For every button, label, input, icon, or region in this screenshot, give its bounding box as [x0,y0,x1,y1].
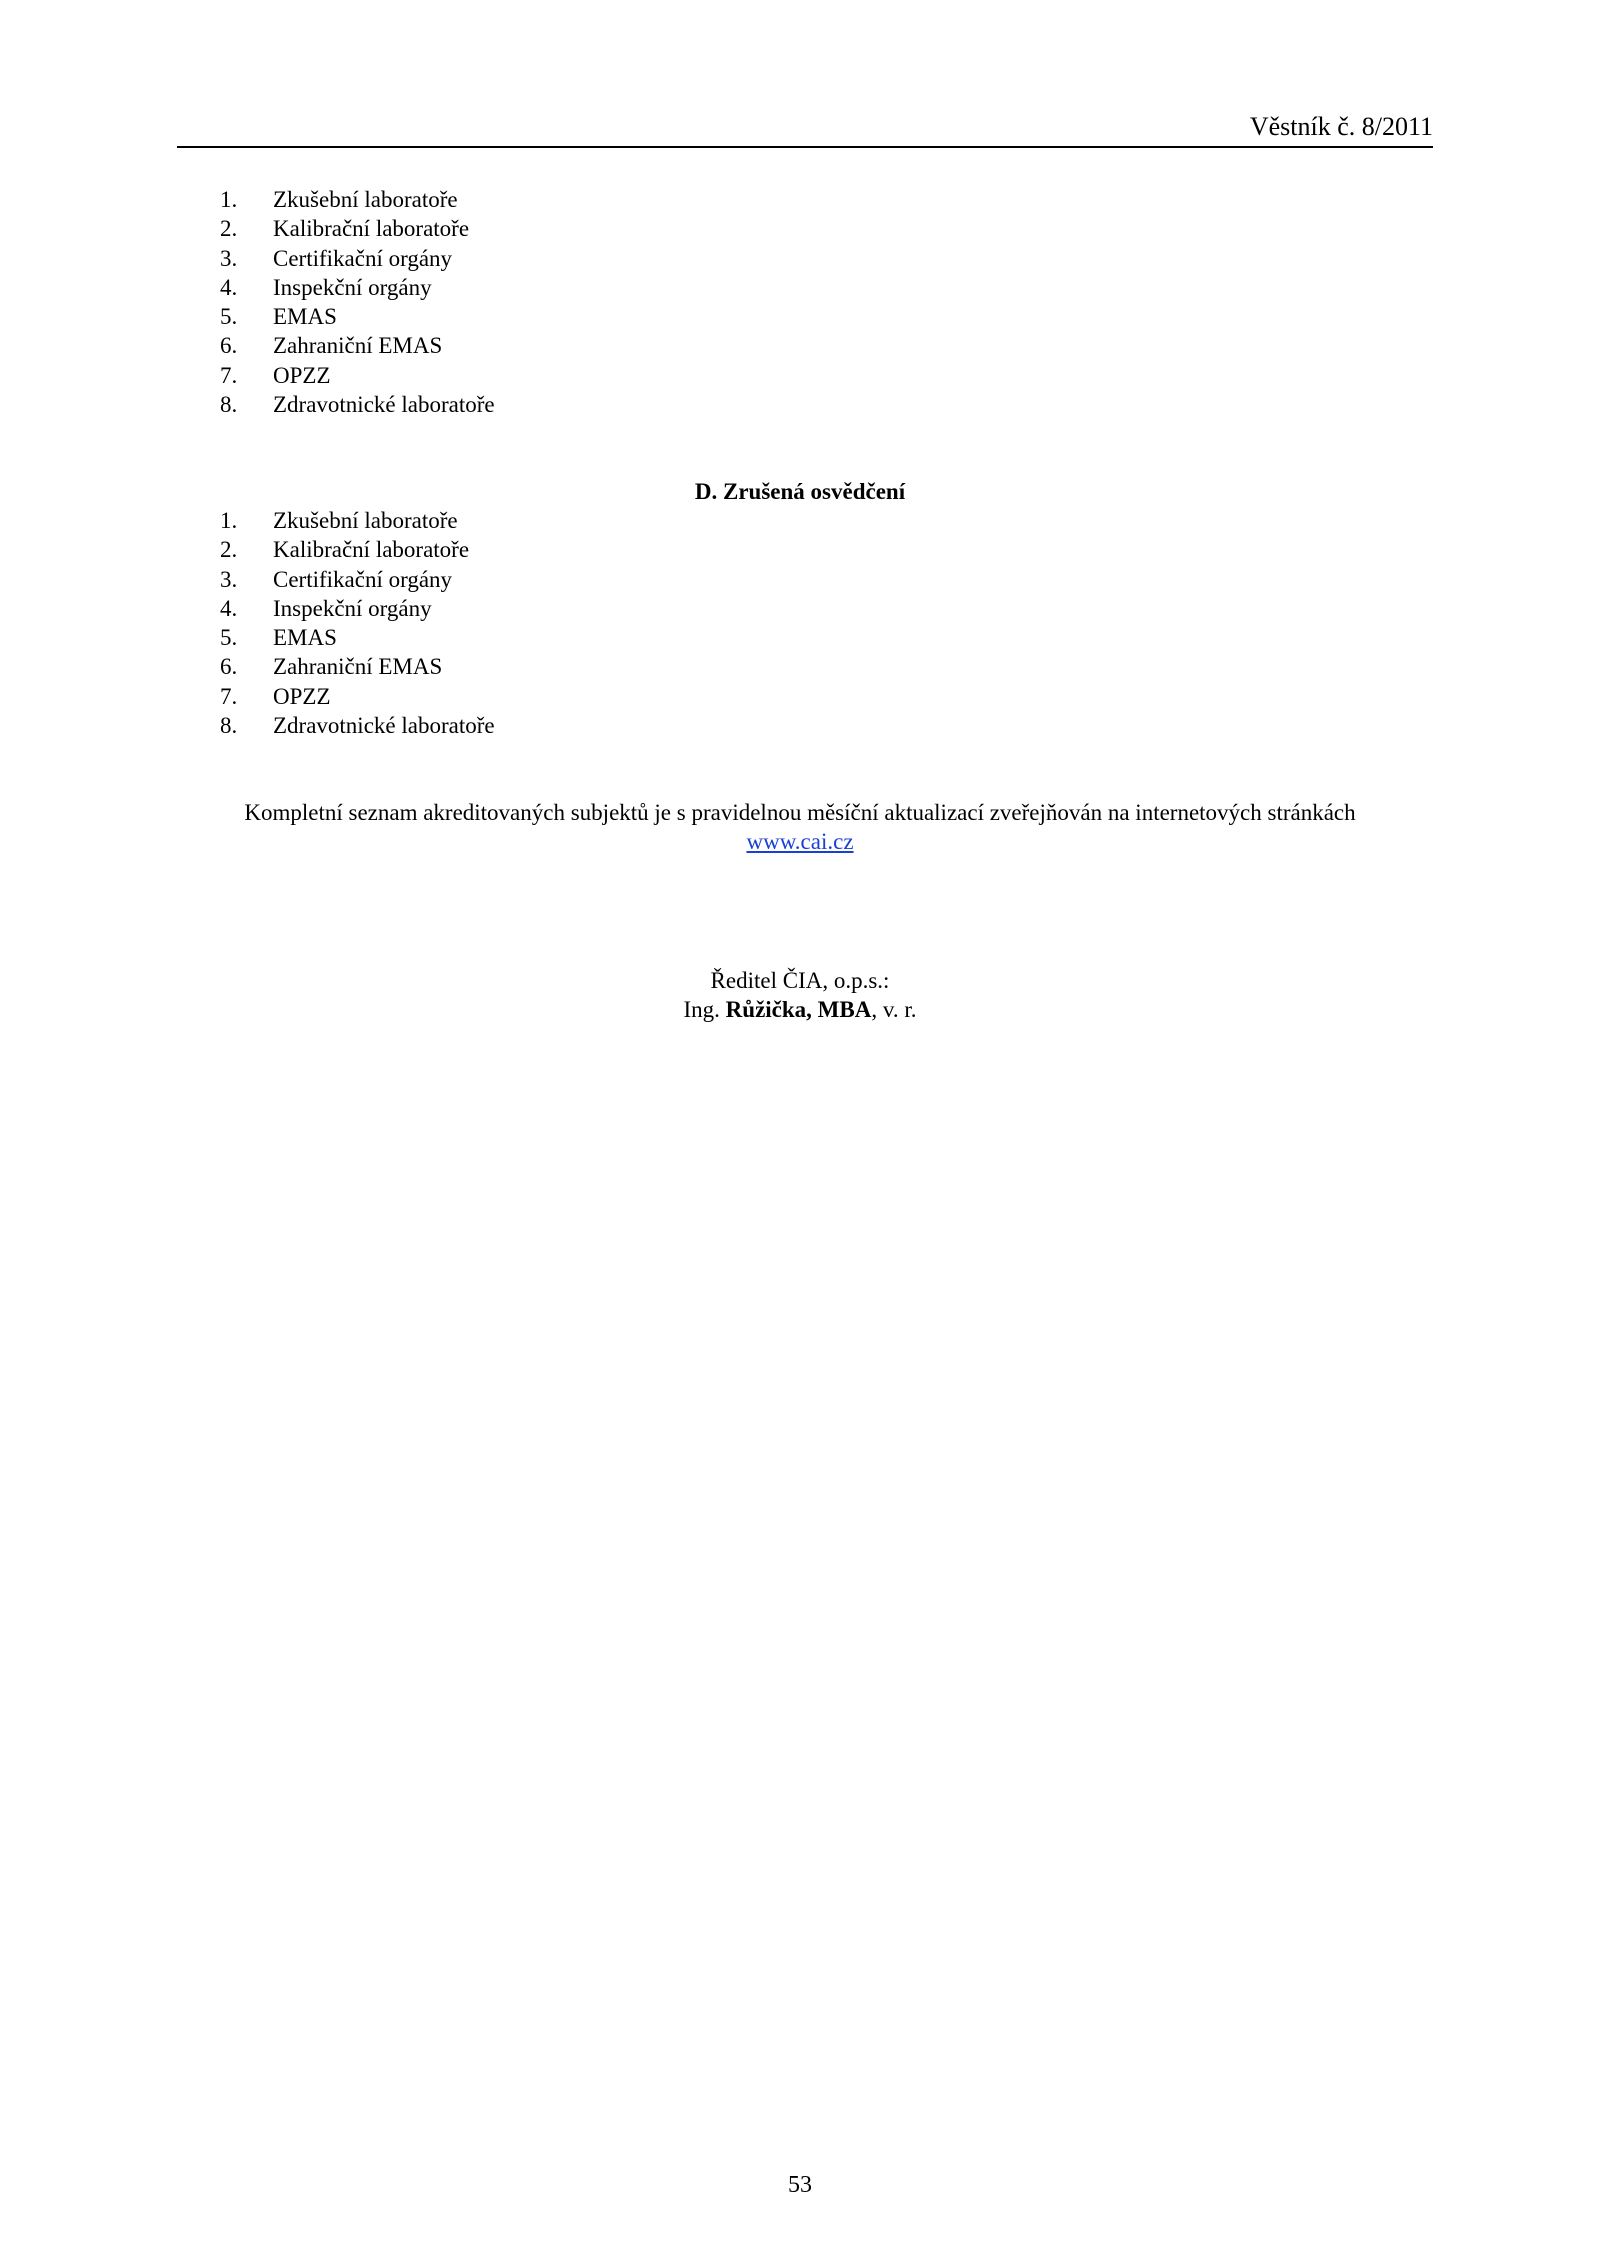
list-item-label: Zkušební laboratoře [273,187,458,212]
list-item-label: Zahraniční EMAS [273,654,443,680]
list-item [220,594,495,623]
signature-name-line [0,995,1600,1024]
list-item [220,244,495,273]
list-categories [220,185,495,419]
list-item-label: Certifikační orgány [273,245,453,271]
list-item-label: OPZZ [273,362,331,388]
list-item-label: Zdravotnické laboratoře [273,392,495,418]
signature-name: Růžička, MBA [725,997,872,1022]
signature-block [0,966,1600,1024]
list-item-number: 5. [220,304,238,330]
list-item [220,623,495,652]
list-item [220,565,495,594]
section-heading-cancelled: D. Zrušená osvědčení [694,479,906,504]
list-item-number: 1. [220,508,238,533]
website-note-text: Kompletní seznam akreditovaných subjektů je s pravidelnou měsíční aktualizací zveřejňován na internetových stránkách [244,800,1356,825]
website-note [0,798,1600,856]
list-item-label: OPZZ [273,683,331,709]
list-item-label: Zahraniční EMAS [273,333,443,359]
list-item-label: EMAS [273,625,337,651]
signature-prefix: Ing. [683,997,726,1022]
list-item-number: 2. [220,216,238,242]
list-item-label: Zkušební laboratoře [273,508,458,533]
list-item-number: 8. [220,392,238,418]
list-item-label: Kalibrační laboratoře [273,216,470,242]
list-cancelled-certificates [220,506,495,740]
list-item-label: Certifikační orgány [273,566,453,592]
list-item [220,682,495,711]
list-item [220,652,495,681]
list-item [220,214,495,243]
signature-role: Ředitel ČIA, o.p.s.: [710,968,890,993]
list-item [220,535,495,564]
list-item [220,361,495,390]
list-item [220,506,495,535]
list-item-label: Inspekční orgány [273,274,432,300]
list-item-number: 7. [220,683,238,709]
page-number: 53 [788,2172,812,2198]
list-item-number: 3. [220,245,238,271]
list-item [220,302,495,331]
list-item-number: 1. [220,187,238,212]
list-item [220,331,495,360]
signature-suffix: , v. r. [871,997,917,1022]
bulletin-title: Věstník č. 8/2011 [1249,112,1433,141]
list-item-number: 6. [220,654,238,680]
header-divider [177,146,1433,148]
list-item-number: 4. [220,274,238,300]
list-item-number: 2. [220,537,238,563]
list-item-number: 5. [220,625,238,651]
list-item-number: 6. [220,333,238,359]
list-item [220,273,495,302]
list-item-number: 8. [220,713,238,739]
list-item [220,185,495,214]
list-item-label: Kalibrační laboratoře [273,537,470,563]
list-item-number: 3. [220,566,238,592]
list-item-label: Inspekční orgány [273,595,432,621]
list-item [220,711,495,740]
list-item-label: Zdravotnické laboratoře [273,713,495,739]
page-header [177,108,1433,148]
list-item-label: EMAS [273,304,337,330]
list-item [220,390,495,419]
list-item-number: 4. [220,595,238,621]
website-link[interactable]: www.cai.cz [746,829,854,854]
list-item-number: 7. [220,362,238,388]
